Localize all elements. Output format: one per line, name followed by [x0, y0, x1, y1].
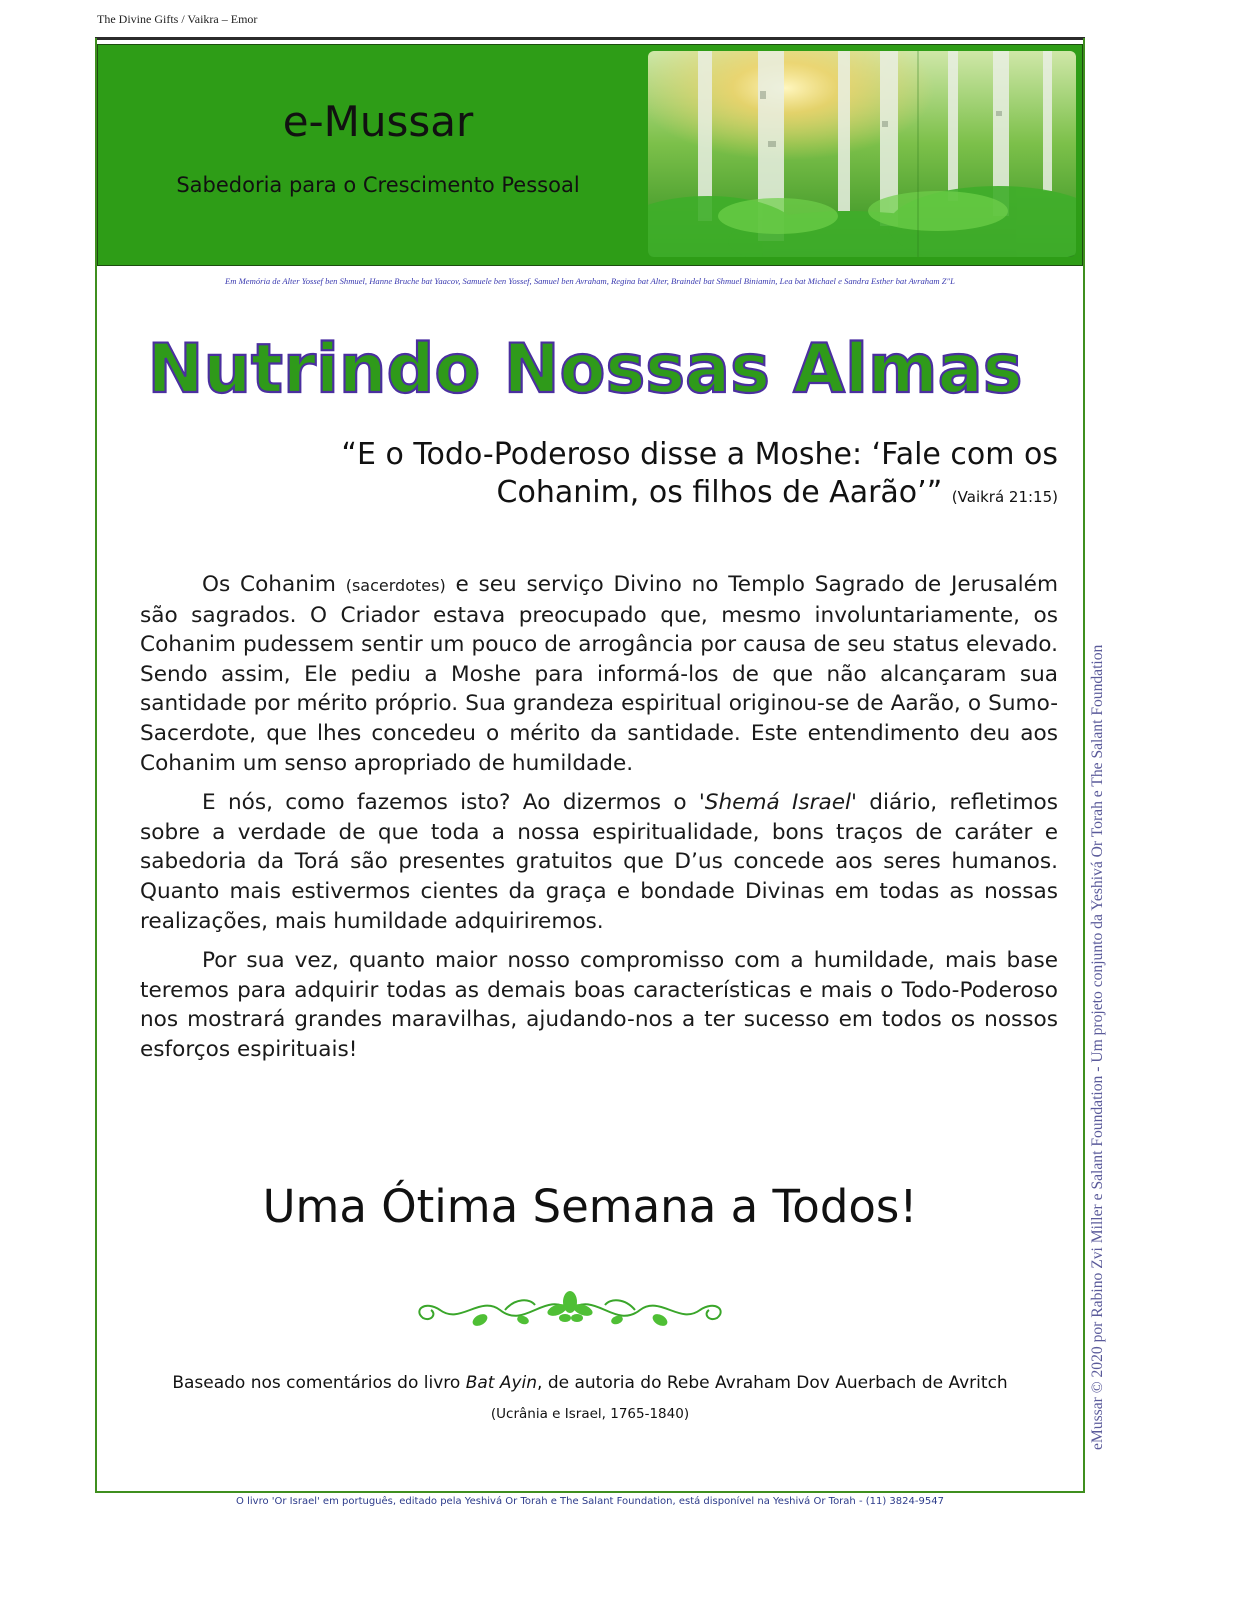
paragraph-2 [140, 788, 1058, 936]
p1-note: (sacerdotes) [345, 576, 446, 595]
banner-subtitle: Sabedoria para o Crescimento Pessoal [176, 173, 580, 197]
p1-rest: e seu serviço Divino no Templo Sagrado de Jerusalém são sagrados. O Criador estava preocupado que, mesmo involuntariamente, os Cohanim pudessem sentir um pouco de arrogância por causa de seu status elevado. Sendo assim, Ele pediu a Moshe para informá-los de que não alcançaram sua santidade por mérito próprio. Sua grandeza espiritual originou-se de Aarão, o Sumo-Sacerdote, que lhes concedeu o mérito da santidade. Este entendimento deu aos Cohanim um senso apropriado de humildade. [140, 572, 1058, 776]
side-copyright: eMussar © 2020 por Rabino Zvi Miller e Salant Foundation - Um projeto conjunto da Yeshivá Or Torah e The Salant Foundation [1089, 644, 1106, 1450]
vine-ornament-icon [405, 1280, 735, 1340]
forest-illustration [648, 51, 1076, 257]
p1-start: Os Cohanim [202, 572, 346, 597]
closing-greeting: Uma Ótima Semana a Todos! [262, 1180, 918, 1233]
quote-line-1: “E o Todo-Poderoso disse a Moshe: ‘Fale com os [341, 437, 1058, 472]
quote-line-2 [140, 474, 1058, 516]
p2-start: E nós, como fazemos isto? Ao dizermos o ' [202, 790, 705, 816]
quote-line-2-text: Cohanim, os filhos de Aarão’” [496, 475, 943, 510]
source-attribution [95, 1373, 1085, 1393]
p2-italic: Shemá Israel [704, 790, 852, 816]
forest-image [648, 51, 1076, 257]
opening-quote [140, 436, 1058, 516]
headline [95, 322, 1085, 412]
running-head: The Divine Gifts / Vaikra – Emor [97, 12, 258, 26]
banner-title: e-Mussar [282, 97, 474, 146]
p2-rest: ' diário, refletimos sobre a verdade de que toda a nossa espiritualidade, bons traços de caráter e sabedoria da Torá são presentes gratuitos que D’us concede aos seres humanos. Quanto mais estivermos cientes da graça e bondade Divinas em todas as nossas realizações, mais humildade adquiriremos. [140, 790, 1058, 934]
article-body [140, 570, 1058, 1075]
footer-note: O livro 'Or Israel' em português, editado pela Yeshivá Or Torah e The Salant Foundation, está disponível na Yeshivá Or Torah - (11) 3824-9547 [236, 1496, 944, 1507]
source-prefix: Baseado nos comentários do livro [172, 1373, 466, 1393]
header-banner [97, 44, 1083, 266]
quote-reference: (Vaikrá 21:15) [951, 488, 1058, 506]
paragraph-3: Por sua vez, quanto maior nosso compromisso com a humildade, mais base teremos para adquirir todas as demais boas características e mais o Todo-Poderoso nos mostrará grandes maravilhas, ajudando-nos a ter sucesso em todos os nossos esforços espirituais! [140, 948, 1058, 1062]
memorial-dedication: Em Memória de Alter Yossef ben Shmuel, Hanne Bruche bat Yaacov, Samuele ben Yossef, Samuel ben Avraham, Regina bat Alter, Braindel bat Shmuel Biniamin, Lea bat Michael e Sandra Esther bat Avraham Z"L [225, 276, 955, 286]
source-book-title: Bat Ayin [465, 1373, 538, 1393]
source-suffix: , de autoria do Rebe Avraham Dov Auerbach de Avritch [537, 1373, 1008, 1393]
headline-text: Nutrindo Nossas Almas [147, 330, 1023, 409]
paragraph-1 [140, 570, 1058, 778]
source-years: (Ucrânia e Israel, 1765-1840) [490, 1406, 690, 1422]
